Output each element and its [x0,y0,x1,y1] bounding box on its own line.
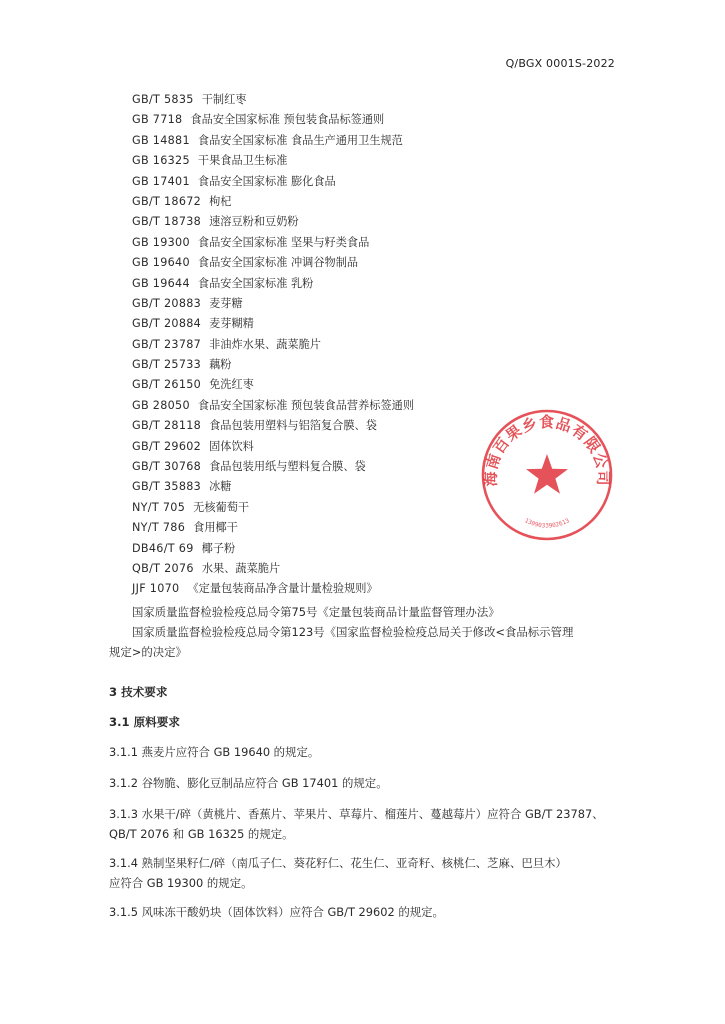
reference-code: GB/T 20884 [132,317,202,331]
reference-item [132,375,414,395]
seal-star-icon [526,454,568,494]
reference-item [132,233,414,253]
reference-item [132,172,414,192]
reference-title: 无核葡萄干 [193,500,250,514]
reference-code: JJF 1070 [132,582,180,596]
reference-code: GB 19644 [132,276,190,290]
reference-title: 速溶豆粉和豆奶粉 [209,215,299,229]
reference-title: 食品安全国家标准 预包装食品标签通则 [190,113,385,127]
reference-title: 食用椰干 [193,521,238,535]
reference-item [132,314,414,334]
reference-item [132,90,414,110]
reference-title: 枸杞 [209,194,232,208]
clause-3-1-2: 3.1.2 谷物脆、膨化豆制品应符合 GB 17401 的规定。 [109,776,388,790]
reference-code: GB/T 28118 [132,419,202,433]
reference-title: 食品安全国家标准 预包装食品营养标签通则 [197,398,415,412]
reference-code: GB/T 23787 [132,337,202,351]
reference-code: GB 19640 [132,256,190,270]
reference-title: 免洗红枣 [209,378,254,392]
reference-code: GB 19300 [132,235,190,249]
reference-item [132,335,414,355]
reference-title: 食品包装用纸与塑料复合膜、袋 [209,460,366,474]
reference-title: 食品包装用塑料与铝箔复合膜、袋 [209,419,377,433]
reference-item [132,294,414,314]
reference-title: 食品安全国家标准 膨化食品 [197,174,336,188]
reference-code: GB 14881 [132,133,190,147]
reference-code: GB/T 5835 [132,93,194,106]
reference-title: 食品安全国家标准 冲调谷物制品 [197,256,359,270]
reference-code: GB/T 20883 [132,296,202,310]
reference-title: 干制红枣 [201,93,247,106]
reference-item [132,477,414,497]
reference-item [132,498,414,518]
reference-item [132,151,414,171]
reference-item [132,131,414,151]
clause-3-1-4-line1: 3.1.4 熟制坚果籽仁/碎（南瓜子仁、葵花籽仁、花生仁、亚奇籽、核桃仁、芝麻、巴旦木） [109,856,567,870]
clause-3-1-1: 3.1.1 燕麦片应符合 GB 19640 的规定。 [109,745,320,759]
reference-item [132,396,414,416]
subsection-heading: 3.1 原料要求 [109,715,180,729]
clause-3-1-4-line2: 应符合 GB 19300 的规定。 [109,876,253,890]
reference-code: NY/T 705 [132,500,186,514]
reference-code: GB 28050 [132,398,190,412]
reference-code: GB 16325 [132,154,190,168]
reference-title: 食品安全国家标准 坚果与籽类食品 [197,235,370,249]
svg-text:海南百果乡食品有限公司: 海南百果乡食品有限公司 [481,413,613,487]
reference-code: GB 7718 [132,113,183,127]
order-123-line2: 规定>的决定》 [109,645,187,659]
reference-code: GB 17401 [132,174,190,188]
reference-item [132,437,414,457]
reference-code: GB/T 35883 [132,480,202,494]
doc-code: Q/BGX 0001S-2022 [505,57,615,70]
reference-item [132,416,414,436]
reference-item [132,274,414,294]
reference-list [132,90,414,600]
reference-code: GB/T 25733 [132,358,202,372]
reference-item [132,192,414,212]
reference-item [132,518,414,538]
reference-title: 食品安全国家标准 乳粉 [197,276,314,290]
reference-item [132,110,414,130]
reference-title: 《定量包装商品净含量计量检验规则》 [187,582,378,596]
reference-code: GB/T 30768 [132,460,202,474]
reference-item [132,579,414,599]
reference-title: 冰糖 [209,480,232,494]
order-75: 国家质量监督检验检疫总局令第75号《定量包装商品计量监督管理办法》 [132,605,500,619]
reference-title: 麦芽糖 [209,296,243,310]
reference-code: GB/T 29602 [132,439,202,453]
order-123-line1: 国家质量监督检验检疫总局令第123号《国家监督检验检疫总局关于修改<食品标示管理 [132,625,574,639]
reference-code: GB/T 26150 [132,378,202,392]
clause-3-1-3-line2: QB/T 2076 和 GB 16325 的规定。 [109,827,294,841]
reference-title: 非油炸水果、蔬菜脆片 [209,337,321,351]
reference-item [132,457,414,477]
clause-3-1-3-line1: 3.1.3 水果干/碎（黄桃片、香蕉片、苹果片、草莓片、榴莲片、蔓越莓片）应符合 GB/T 23787、 [109,807,604,821]
reference-item [132,559,414,579]
company-seal [478,406,616,544]
reference-code: QB/T 2076 [132,561,194,575]
clause-3-1-5: 3.1.5 风味冻干酸奶块（固体饮料）应符合 GB/T 29602 的规定。 [109,905,444,919]
reference-item [132,253,414,273]
reference-title: 水果、蔬菜脆片 [201,561,281,575]
reference-code: GB/T 18738 [132,215,202,229]
reference-title: 干果食品卫生标准 [197,154,288,168]
reference-title: 食品安全国家标准 食品生产通用卫生规范 [197,133,403,147]
section-heading: 3 技术要求 [109,685,168,699]
reference-item [132,539,414,559]
reference-title: 椰子粉 [201,541,236,555]
svg-text:1309033902613: 1309033902613 [523,517,571,530]
reference-code: GB/T 18672 [132,194,202,208]
reference-title: 固体饮料 [209,439,254,453]
reference-item [132,212,414,232]
reference-code: DB46/T 69 [132,541,194,555]
reference-title: 藕粉 [209,358,232,372]
reference-title: 麦芽糊精 [209,317,254,331]
reference-code: NY/T 786 [132,521,186,535]
reference-item [132,355,414,375]
seal-graphic [478,406,616,544]
